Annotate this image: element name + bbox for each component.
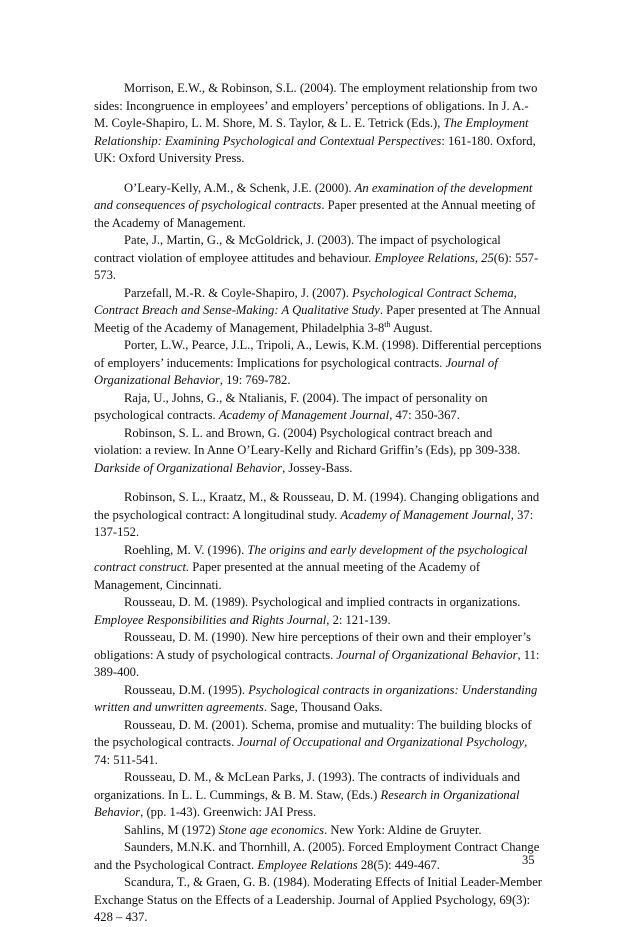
reference-text: , 11: 389-400. bbox=[94, 647, 540, 679]
reference-entry bbox=[94, 682, 542, 717]
reference-text: . Paper presented at the Annual meeting of the Academy of Management. bbox=[94, 198, 536, 230]
reference-text: Robinson, S. L., Kraatz, M., & Rousseau, D. M. (1994). Changing obligations and the psychological contract: A longitudinal study. bbox=[94, 490, 540, 522]
reference-italic-text: Darkside of Organizational Behavior bbox=[94, 460, 283, 475]
reference-entry bbox=[94, 180, 542, 233]
reference-text: : 161-180. Oxford, UK: Oxford University Press. bbox=[94, 133, 536, 165]
reference-italic-text: The Employment Relationship: Examining Psychological and Contextual Perspectives bbox=[94, 116, 529, 148]
reference-text: Pate, J., Martin, G., & McGoldrick, J. (2003). The impact of psychological contract violation of employee attitudes and behaviour. bbox=[94, 233, 501, 265]
reference-italic-text: Psychological Contract Schema, Contract Breach and Sense-Making: A Qualitative Study bbox=[94, 285, 517, 317]
reference-text: , 19: 769-782. bbox=[219, 373, 291, 387]
reference-text: (6): 557-573. bbox=[94, 250, 539, 282]
reference-italic-text: Stone age economics bbox=[218, 822, 325, 837]
reference-italic-text: Journal of Occupational and Organizational Psychology bbox=[237, 735, 525, 749]
reference-text: Scandura, T., & Graen, G. B. (1984). Moderating Effects of Initial Leader-Member Exchange Status on the Effects of a Leadership. Journal of Applied Psychology, 69(3): 428 – 437. bbox=[94, 875, 543, 924]
reference-text: , Jossey-Bass. bbox=[282, 460, 353, 475]
reference-text: , (pp. 1-43). Greenwich: JAI Press. bbox=[140, 805, 317, 819]
reference-italic-text: Employee Relations bbox=[257, 857, 358, 872]
reference-text: Saunders, M.N.K. and Thornhill, A. (2005). Forced Employment Contract Change and the Psychological Contract. bbox=[94, 840, 540, 872]
reference-entry bbox=[94, 80, 542, 168]
reference-text: , 2: 121-139. bbox=[326, 612, 391, 627]
reference-italic-text: Employee Responsibilities and Rights Journal bbox=[94, 612, 327, 627]
reference-italic-text: The origins and early development of the psychological contract construct. bbox=[94, 542, 528, 574]
reference-italic-text: Employee Relations, 25 bbox=[374, 250, 494, 265]
reference-text: . Paper presented at The Annual Meetig of the Academy of Management, Philadelphia 3-8 bbox=[94, 303, 541, 335]
reference-text: Porter, L.W., Pearce, J.L., Tripoli, A., Lewis, K.M. (1998). Differential perceptions of employers’ inducements: Implications for psychological contracts. bbox=[94, 338, 542, 370]
reference-italic-text: An examination of the development and consequences of psychological contracts bbox=[94, 180, 533, 212]
reference-text: Rousseau, D. M. (1989). Psychological and implied contracts in organizations. bbox=[124, 595, 521, 609]
reference-text: 28(5): 449-467. bbox=[357, 857, 440, 872]
reference-text: Rousseau, D. M. (1990). New hire perceptions of their own and their employer’s obligations: A study of psychological contracts. bbox=[94, 630, 531, 662]
reference-italic-text: Academy of Management Journal bbox=[340, 507, 511, 522]
reference-superscript: th bbox=[384, 319, 391, 329]
reference-text: August. bbox=[390, 320, 433, 335]
reference-text: Morrison, E.W., & Robinson, S.L. (2004). The employment relationship from two sides: Incongruence in employees’ and employers’ perceptions of obligations. In J. A.-M. Coyle-Shapiro, L. M. Shore, M. S. Taylor, & L. E. Tetrick (Eds.), bbox=[94, 81, 538, 130]
reference-entry bbox=[94, 425, 542, 478]
reference-text: Parzefall, M.-R. & Coyle-Shapiro, J. (2007). bbox=[124, 285, 353, 300]
reference-entry bbox=[94, 489, 542, 542]
reference-entry bbox=[94, 542, 542, 595]
reference-italic-text: Psychological contracts in organizations: Understanding written and unwritten agreements bbox=[94, 682, 538, 714]
reference-text: , 47: 350-367. bbox=[389, 408, 460, 422]
reference-list bbox=[94, 80, 542, 927]
reference-text: Paper presented at the annual meeting of the Academy of Management, Cincinnati. bbox=[94, 560, 481, 592]
reference-text: . Sage, Thousand Oaks. bbox=[263, 700, 383, 714]
page-number: 35 bbox=[522, 853, 535, 867]
reference-text: O’Leary-Kelly, A.M., & Schenk, J.E. (2000). bbox=[124, 180, 355, 195]
reference-text: Sahlins, M (1972) bbox=[124, 822, 219, 837]
reference-entry bbox=[94, 839, 542, 874]
reference-entry bbox=[94, 337, 542, 390]
reference-text: . New York: Aldine de Gruyter. bbox=[324, 822, 482, 837]
reference-italic-text: Journal of Organizational Behavior bbox=[336, 647, 518, 662]
reference-entry bbox=[94, 822, 542, 840]
reference-entry bbox=[94, 717, 542, 770]
reference-entry bbox=[94, 629, 542, 682]
reference-text: Rousseau, D. M., & McLean Parks, J. (1993). The contracts of individuals and organizations. In L. L. Cummings, & B. M. Staw, (Eds.) bbox=[94, 770, 521, 802]
reference-text: , 37: 137-152. bbox=[94, 507, 534, 539]
reference-text: , 74: 511-541. bbox=[94, 735, 528, 767]
reference-text: Rousseau, D.M. (1995). bbox=[124, 682, 249, 697]
reference-entry bbox=[94, 390, 542, 425]
reference-text: Robinson, S. L. and Brown, G. (2004) Psychological contract breach and violation: a review. In Anne O’Leary-Kelly and Richard Griffin’s (Eds), pp 309-338. bbox=[94, 425, 521, 457]
reference-entry bbox=[94, 285, 542, 338]
reference-italic-text: Academy of Management Journal bbox=[218, 408, 390, 422]
reference-entry bbox=[94, 232, 542, 285]
reference-text: Rousseau, D. M. (2001). Schema, promise and mutuality: The building blocks of the psychological contracts. bbox=[94, 717, 532, 749]
reference-text: Raja, U., Johns, G., & Ntalianis, F. (2004). The impact of personality on psychological contracts. bbox=[94, 390, 488, 422]
reference-italic-text: Journal of Organizational Behavior bbox=[94, 355, 498, 387]
reference-entry bbox=[94, 874, 542, 927]
reference-italic-text: Research in Organizational Behavior bbox=[94, 787, 520, 819]
reference-entry bbox=[94, 594, 542, 629]
reference-entry bbox=[94, 769, 542, 822]
reference-text: Roehling, M. V. (1996). bbox=[124, 542, 248, 557]
